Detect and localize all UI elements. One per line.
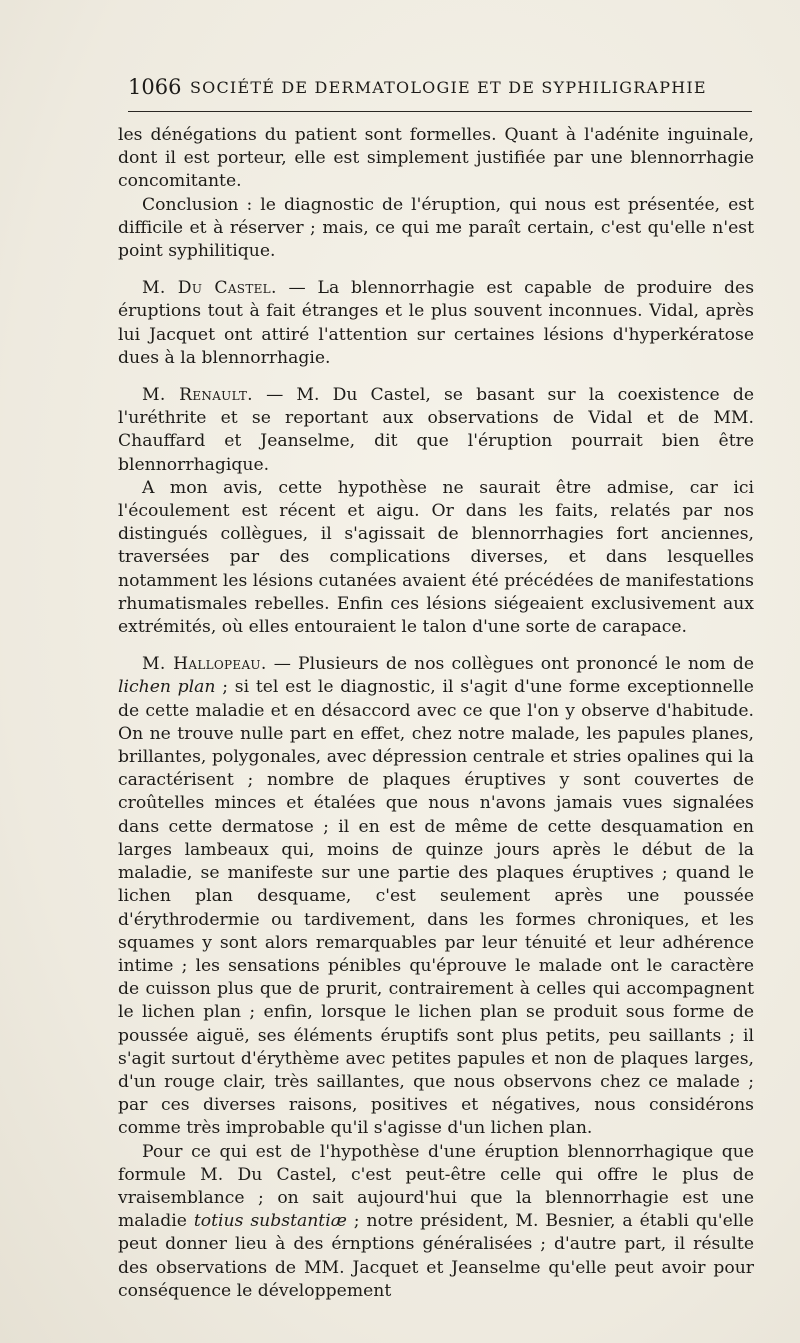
paragraph-conclusion: Conclusion : le diagnostic de l'éruption, qui nous est présentée, est difficile et à réserver ; mais, ce qui me paraît certain, c'est qu'elle n'est point syphilitique. [118, 194, 754, 262]
running-title: SOCIÉTÉ DE DERMATOLOGIE ET DE SYPHILIGRAPHIE [190, 78, 707, 97]
header-rule [128, 111, 752, 112]
speech-text: Pour ce qui est de l'hypothèse d'une éruption blennorrhagique que formule M. Du Castel, c'est peut-être celle qui offre le plus de vraisemblance ; on sait aujourd'hui que la blennorrhagie est une maladie [118, 1141, 754, 1232]
speech-text: — Plusieurs de nos collègues ont prononcé le nom de [266, 654, 754, 675]
speaker-name: M. Renault. [142, 385, 253, 406]
page-header [128, 74, 752, 104]
speaker-name: M. Du Castel. [142, 278, 277, 299]
speech-text: ; notre président, M. Besnier, a établi qu'elle peut donner lieu à des érnptions généralisées ; d'autre part, il résulte des observations de MM. Jacquet et Jeanselme qu'elle peut avoir pour conséquence le développement [118, 1211, 754, 1301]
paragraph-continuation: les dénégations du patient sont formelles. Quant à l'adénite inguinale, dont il est porteur, elle est simplement justifiée par une blennorrhagie concomitante. [118, 125, 754, 192]
speaker-name: M. Hallopeau. [142, 654, 267, 675]
paragraph-du-castel [118, 277, 754, 370]
paragraph-renault-opinion: A mon avis, cette hypothèse ne saurait être admise, car ici l'écoulement est récent et aigu. Or dans les faits, relatés par nos distingués collègues, il s'agissait de blennorrhagies fort anciennes, traversées par des complications diverses, et dans lesquelles notamment les lésions cutanées avaient été précédées de manifestations rhumatismales rebelles. Enfin ces lésions siégeaient exclusivement aux extrémités, où elles entouraient le talon d'une sorte de carapace. [118, 477, 754, 638]
paragraph-hallopeau-continued [118, 1141, 754, 1303]
body-text [118, 124, 754, 1303]
page-number: 1066 [128, 75, 182, 99]
paragraph-hallopeau [118, 653, 754, 1140]
speech-text: — La blennorrhagie est capable de produire des éruptions tout à fait étranges et le plus souvent inconnues. Vidal, après lui Jacquet ont attiré l'attention sur certaines lésions d'hyperkératose dues à la blennorrhagie. [118, 278, 755, 368]
italic-term: totius substantiæ [193, 1211, 347, 1232]
speech-text: — M. Du Castel, se basant sur la coexistence de l'uréthrite et se reportant aux observations de Vidal et de MM. Chauffard et Jeanselme, dit que l'éruption pourrait bien être blennorrhagique. [118, 385, 754, 475]
speech-text: ; si tel est le diagnostic, il s'agit d'une forme exceptionnelle de cette maladie et en désaccord avec ce que l'on y observe d'habitude. On ne trouve nulle part en effet, chez notre malade, les papules planes, brillantes, polygonales, avec dépression centrale et stries opalines qui la caractérisent ; nombre de plaques éruptives y sont couvertes de croûtelles minces et étalées que nous n'avons jamais vues signalées dans cette dermatose ; il en est de même de cette desquamation en larges lambeaux qui, moins de quinze jours après le début de la maladie, se manifeste sur une partie des plaques éruptives ; quand le lichen plan desquame, c'est seulement après une poussée d'érythrodermie ou tardivement, dans les formes chroniques, et les squames y sont alors remarquables par leur ténuité et leur adhérence intime ; les sensations pénibles qu'éprouve le malade ont le caractère de cuisson plus que de prurit, contrairement à celles qui accompagnent le lichen plan ; enfin, lorsque le lichen plan se produit sous forme de poussée aiguë, ses éléments éruptifs sont plus petits, peu saillants ; il s'agit surtout d'érythème avec petites papules et non de plaques larges, d'un rouge clair, très saillantes, que nous observons chez ce malade ; par ces diverses raisons, positives et négatives, nous considérons comme très improbable qu'il s'agisse d'un lichen plan. [118, 677, 754, 1139]
italic-term: lichen plan [118, 677, 216, 698]
paragraph-renault [118, 384, 754, 477]
